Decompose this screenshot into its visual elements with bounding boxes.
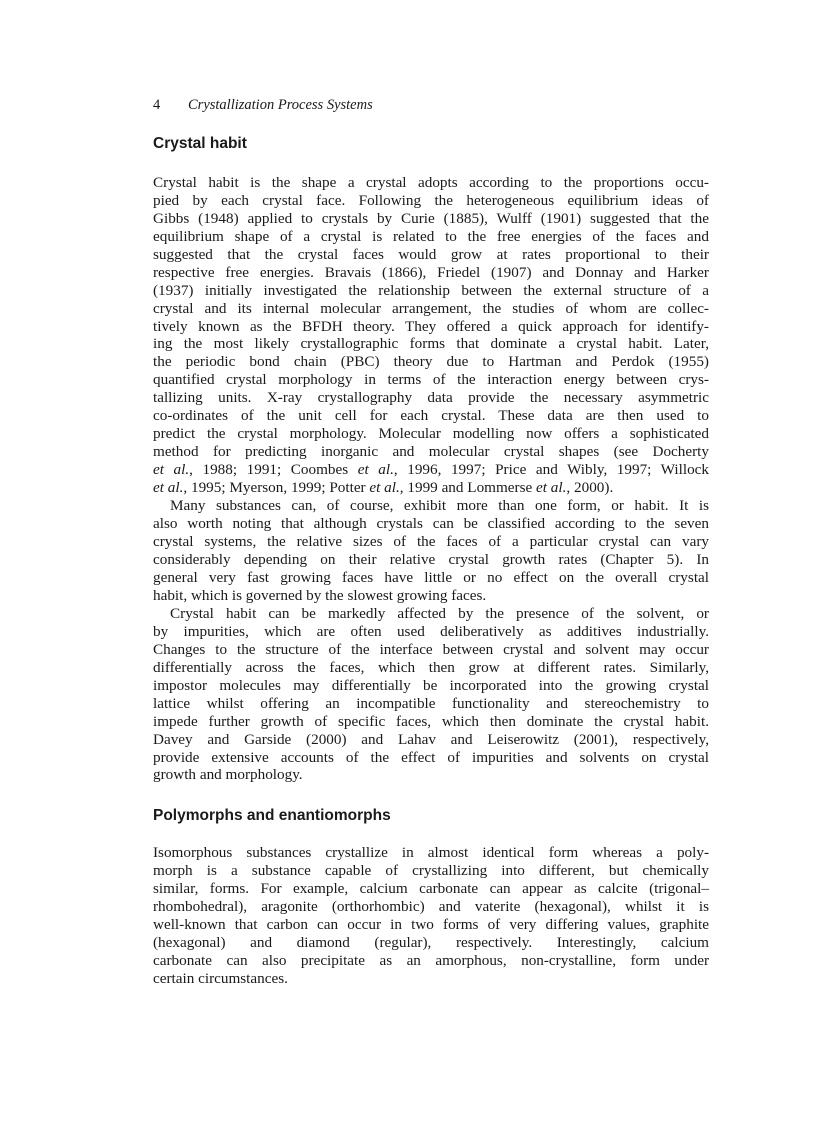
text-line [153,677,709,695]
text-segment: , 1988; 1991; Coombes [189,461,358,478]
text-segment: habit, which is governed by the slowest growing faces. [153,586,487,604]
text-segment: rhombohedral), aragonite (orthorhombic) and vaterite (hexagonal), whilst it is [153,897,709,915]
paragraph [153,174,709,497]
text-line [153,479,709,497]
text-line [153,210,709,228]
text-line [153,587,709,605]
section-heading-crystal-habit: Crystal habit [153,135,247,152]
text-line [153,174,709,192]
section-heading-polymorphs: Polymorphs and enantiomorphs [153,807,391,824]
text-line [153,731,709,749]
text-line [153,605,709,623]
text-segment: well-known that carbon can occur in two forms of very differing values, graphite [153,915,709,933]
text-line [153,659,709,677]
text-segment: provide extensive accounts of the effect of impurities and solvents on crystal [153,748,709,766]
text-segment: Davey and Garside (2000) and Lahav and Leiserowitz (2001), respectively, [153,730,709,748]
text-line [153,515,709,533]
text-line [153,844,709,862]
text-segment: also worth noting that although crystals can be classified according to the seven [153,514,709,532]
text-segment: Isomorphous substances crystallize in almost identical form whereas a poly- [153,844,709,861]
text-segment: co-ordinates of the unit cell for each crystal. These data are then used to [153,407,709,425]
text-segment: ing the most likely crystallographic forms that dominate a crystal habit. Later, [153,335,709,353]
text-line [153,970,709,988]
text-segment: , 1996, 1997; Price and Wibly, 1997; Willock [393,461,709,478]
text-line [153,952,709,970]
text-line [153,192,709,210]
text-segment: tallizing units. X-ray crystallography data provide the necessary asymmetric [153,389,709,407]
running-title: Crystallization Process Systems [188,97,373,113]
text-line [153,916,709,934]
text-segment: Crystal habit is the shape a crystal adopts according to the proportions occu- [153,174,709,191]
text-line [153,862,709,880]
text-line [153,371,709,389]
text-segment: , 2000). [566,478,614,496]
text-line [153,497,709,515]
text-segment: morph is a substance capable of crystallizing into different, but chemically [153,861,709,879]
italic-text: et al. [536,478,567,496]
text-line [153,766,709,784]
paragraph [153,605,709,784]
text-line [153,282,709,300]
italic-text: et al. [153,461,190,478]
text-segment: carbonate can also precipitate as an amorphous, non-crystalline, form under [153,951,709,969]
text-segment: predict the crystal morphology. Molecular modelling now offers a sophisticated [153,425,709,443]
text-segment: similar, forms. For example, calcium carbonate can appear as calcite (trigonal– [153,879,709,897]
page-number: 4 [153,97,161,113]
text-line [153,443,709,461]
text-line [153,533,709,551]
italic-text: et al. [369,478,400,496]
running-head [153,97,373,114]
text-segment: (hexagonal) and diamond (regular), respectively. Interestingly, calcium [153,933,709,951]
text-segment: certain circumstances. [153,969,288,987]
text-segment: by impurities, which are often used deliberatively as additives industrially. [153,622,709,640]
text-line [153,934,709,952]
paragraph [153,497,709,605]
text-segment: pied by each crystal face. Following the heterogeneous equilibrium ideas of [153,191,709,209]
text-segment: impostor molecules may differentially be incorporated into the growing crystal [153,676,709,694]
text-line [153,880,709,898]
text-line [153,335,709,353]
text-segment: , 1999 and Lommerse [399,478,537,496]
text-line [153,569,709,587]
text-segment: considerably depending on their relative crystal growth rates (Chapter 5). In [153,550,709,568]
text-line [153,695,709,713]
text-line [153,623,709,641]
text-line [153,461,709,479]
text-line [153,353,709,371]
text-segment: Many substances can, of course, exhibit more than one form, or habit. It is [170,497,709,514]
text-segment: growth and morphology. [153,766,303,784]
text-line [153,551,709,569]
text-segment: quantified crystal morphology in terms of the interaction energy between crys- [153,371,709,389]
text-segment: equilibrium shape of a crystal is related to the free energies of the faces and [153,227,709,245]
text-segment: Gibbs (1948) applied to crystals by Curie (1885), Wulff (1901) suggested that the [153,209,709,227]
text-line [153,246,709,264]
text-line [153,228,709,246]
text-line [153,641,709,659]
text-segment: method for predicting inorganic and molecular crystal shapes (see Docherty [153,443,709,461]
italic-text: et al. [153,478,184,496]
text-segment: Changes to the structure of the interface between crystal and solvent may occur [153,640,709,658]
text-segment: , 1995; Myerson, 1999; Potter [183,478,370,496]
text-segment: (1937) initially investigated the relationship between the external structure of a [153,281,709,299]
text-line [153,407,709,425]
text-line [153,318,709,336]
text-segment: the periodic bond chain (PBC) theory due to Hartman and Perdok (1955) [153,353,709,371]
text-segment: differentially across the faces, which then grow at different rates. Similarly, [153,658,709,676]
italic-text: et al. [357,461,394,478]
text-line [153,898,709,916]
text-segment: respective free energies. Bravais (1866), Friedel (1907) and Donnay and Harker [153,263,709,281]
text-line [153,264,709,282]
text-segment: crystal and its internal molecular arrangement, the studies of whom are collec- [153,299,709,317]
text-line [153,389,709,407]
text-line [153,425,709,443]
text-segment: impede further growth of specific faces, which then dominate the crystal habit. [153,712,709,730]
text-segment: tively known as the BFDH theory. They offered a quick approach for identify- [153,317,709,335]
text-line [153,300,709,318]
text-segment: crystal systems, the relative sizes of the faces of a particular crystal can vary [153,532,709,550]
text-line [153,749,709,767]
text-segment: Crystal habit can be markedly affected by the presence of the solvent, or [170,605,709,622]
text-segment: suggested that the crystal faces would grow at rates proportional to their [153,245,709,263]
paragraph [153,844,709,988]
text-segment: general very fast growing faces have little or no effect on the overall crystal [153,568,709,586]
text-segment: lattice whilst offering an incompatible functionality and stereochemistry to [153,694,709,712]
text-line [153,713,709,731]
